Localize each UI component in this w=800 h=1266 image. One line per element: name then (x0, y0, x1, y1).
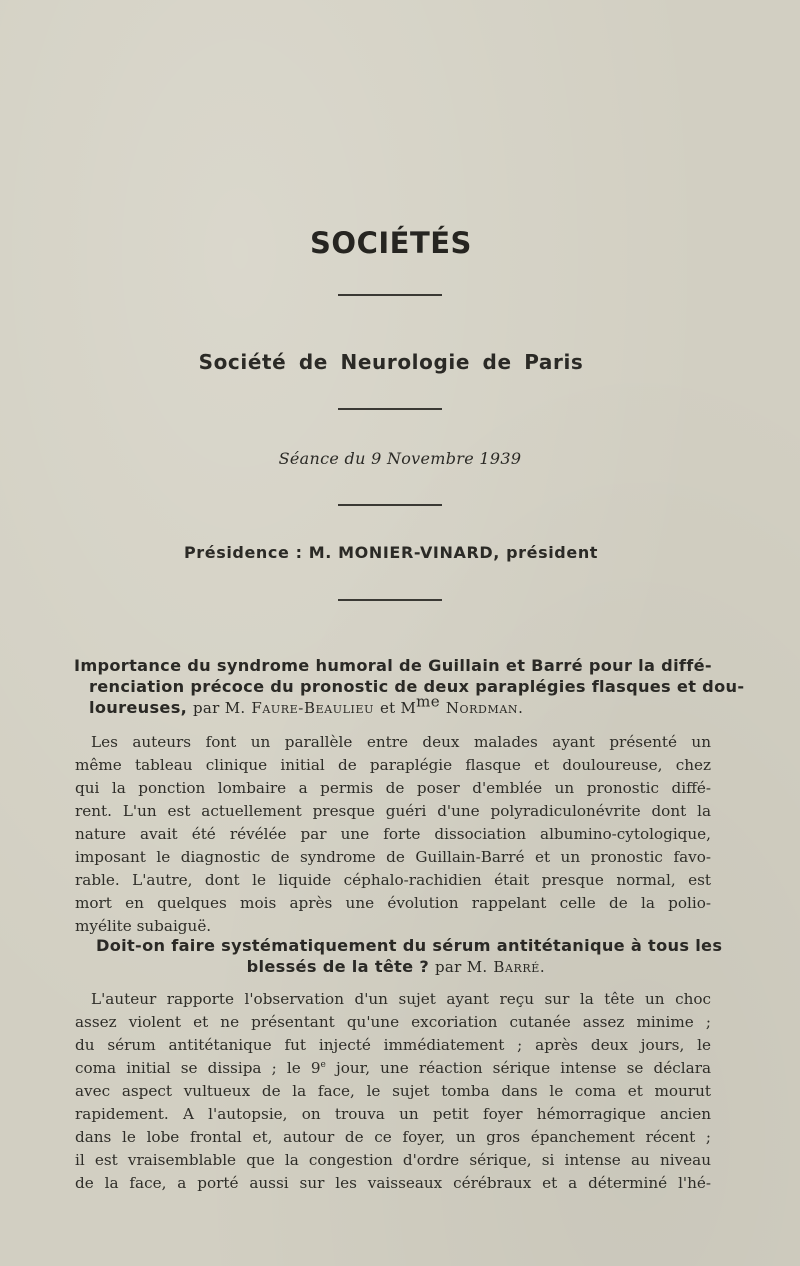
article-1-title-line: Importance du syndrome humoral de Guillain et Barré pour la diffé- (74, 656, 712, 675)
divider-rule (338, 599, 442, 601)
body-line: qui la ponction lombaire a permis de poser d'emblée un pronostic diffé- (75, 779, 711, 797)
article-1-author-2: Nordman. (445, 699, 524, 717)
article-1-title (74, 655, 745, 719)
body-line: assez violent et ne présentant qu'une excoriation cutanée assez minime ; (75, 1013, 711, 1031)
body-line: rapidement. A l'autopsie, on trouva un petit foyer hémorragique ancien (75, 1105, 711, 1123)
article-2-author-1: Barré. (493, 958, 546, 976)
divider-rule (338, 408, 442, 410)
society-name: Société de Neurologie de Paris (198, 350, 584, 374)
article-2-author-prefix: par M. (435, 958, 488, 976)
body-line: imposant le diagnostic de syndrome de Guillain-Barré et un pronostic favo- (75, 848, 711, 866)
article-1-body (75, 731, 711, 938)
article-2-title-line: blessés de la tête ? (246, 957, 430, 976)
article-1-author-1: Faure-Beaulieu (251, 699, 374, 717)
session-date: Séance du 9 Novembre 1939 (278, 449, 522, 468)
article-1-author-prefix: par M. (193, 699, 246, 717)
body-line (75, 1057, 711, 1080)
body-line: nature avait été révélée par une forte dissociation albumino-cytologique, (75, 825, 711, 843)
presidence-line: Présidence : M. MONIER-VINARD, président (183, 543, 599, 562)
body-line: de la face, a porté aussi sur les vaisseaux cérébraux et a déterminé l'hé- (75, 1174, 711, 1192)
body-line-part: jour, une réaction sérique intense se déclara (325, 1059, 712, 1077)
body-line-part: coma initial se dissipa ; le 9 (75, 1059, 321, 1077)
article-1-title-line: loureuses, (89, 698, 188, 717)
body-line: du sérum antitétanique fut injecté immédiatement ; après deux jours, le (75, 1036, 711, 1054)
body-line: rent. L'un est actuellement presque guéri d'une polyradiculonévrite dont la (75, 802, 711, 820)
body-line: même tableau clinique initial de paraplégie flasque et douloureuse, chez (75, 756, 711, 774)
body-line: Les auteurs font un parallèle entre deux malades ayant présenté un (91, 733, 711, 751)
article-2-title-line: Doit-on faire systématiquement du sérum antitétanique à tous les (96, 936, 723, 955)
section-title: SOCIÉTÉS (310, 226, 472, 260)
divider-rule (338, 504, 442, 506)
article-1-author-sup: me (416, 692, 440, 711)
body-line: il est vraisemblable que la congestion d'ordre sérique, si intense au niveau (75, 1151, 711, 1169)
ordinal-sup: e (320, 1059, 326, 1070)
body-line: mort en quelques mois après une évolution rappelant celle de la polio- (75, 894, 711, 912)
article-1-title-line: renciation précoce du pronostic de deux paraplégies flasques et dou- (89, 677, 745, 696)
article-2-body (75, 988, 711, 1195)
article-1-author-join: et M (379, 699, 417, 717)
article-2-title (96, 935, 723, 978)
body-line: dans le lobe frontal et, autour de ce foyer, un gros épanchement récent ; (75, 1128, 711, 1146)
divider-rule (338, 294, 442, 296)
body-line: rable. L'autre, dont le liquide céphalo-rachidien était presque normal, est (75, 871, 711, 889)
body-line: myélite subaiguë. (75, 917, 212, 935)
body-line: avec aspect vultueux de la face, le sujet tomba dans le coma et mourut (75, 1082, 711, 1100)
body-line: L'auteur rapporte l'observation d'un sujet ayant reçu sur la tête un choc (91, 990, 711, 1008)
